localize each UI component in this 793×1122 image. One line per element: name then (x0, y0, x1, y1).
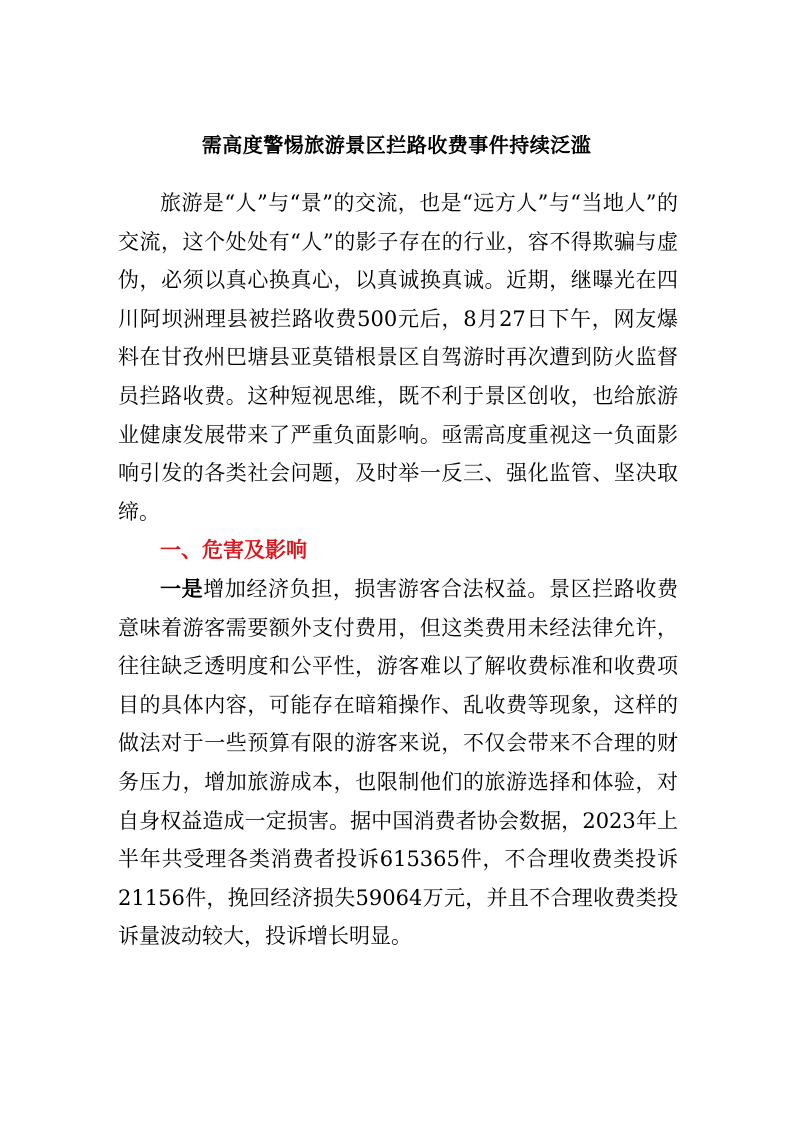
intro-paragraph: 旅游是“人”与“景”的交流，也是“远方人”与“当地人”的交流，这个处处有“人”的影子存在的行业，容不得欺骗与虚伪，必须以真心换真心，以真诚换真诚。近期，继曝光在四川阿坝洲理县被拦路收费500元后，8月27日下午，网友爆料在甘孜州巴塘县亚莫错根景区自驾游时再次遭到防火监督员拦路收费。这种短视思维，既不利于景区创收，也给旅游业健康发展带来了严重负面影响。亟需高度重视这一负面影响引发的各类社会问题，及时举一反三、强化监管、坚决取缔。 (118, 191, 678, 524)
point-text: 增加经济负担，损害游客合法权益。景区拦路收费意味着游客需要额外支付费用，但这类费用未经法律允许，往往缺乏透明度和公平性，游客难以了解收费标准和收费项目的具体内容，可能存在暗箱操作、乱收费等现象，这样的做法对于一些预算有限的游客来说，不仅会带来不合理的财务压力，增加旅游成本，也限制他们的旅游选择和体验，对自身权益造成一定损害。据中国消费者协会数据，2023年上半年共受理各类消费者投诉615365件，不合理收费类投诉21156件，挽回经济损失59064万元，并且不合理收费类投诉量波动较大，投诉增长明显。 (118, 576, 678, 949)
point-paragraph (118, 570, 678, 956)
point-lead: 一是 (160, 575, 204, 601)
section-heading: 一、危害及影响 (160, 537, 307, 563)
document-title: 需高度警惕旅游景区拦路收费事件持续泛滥 (201, 133, 592, 157)
document-body (118, 184, 678, 956)
